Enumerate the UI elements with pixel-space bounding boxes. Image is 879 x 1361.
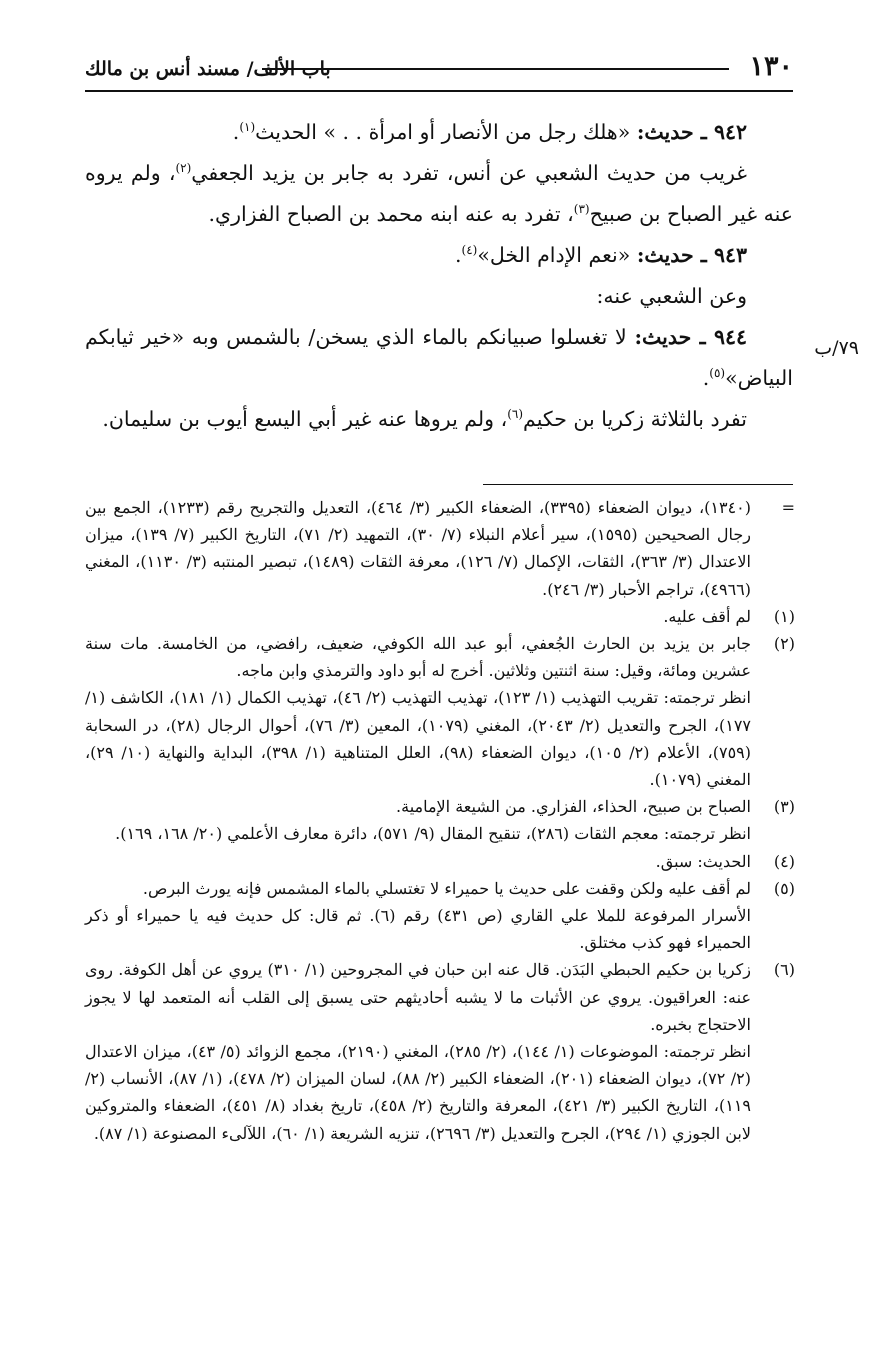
- hadith-942-end: .: [232, 120, 240, 144]
- footnote-text: زكريا بن حكيم الحبطي البَدَن. قال عنه ابن حبان في المجروحين (١/ ٣١٠) يروي عن أهل الكوفة. روى عنه: العراقيون. يروي عن الأثبات ما لا يشبه أحاديثهم حتى يسبق إلى القلب أنه المتعمد لها لا يجوز الاحتجاج بخبره.: [85, 960, 752, 1034]
- header-rule: [262, 68, 729, 70]
- footnote-text: انظر ترجمته: معجم الثقات (٢٨٦)، تنقيح المقال (٩/ ٥٧١)، دائرة معارف الأعلمي (٢٠/ ١٦٨، ١٦٩).: [115, 824, 751, 844]
- hadith-944-commentary: [85, 399, 793, 440]
- footnote-5: [85, 875, 795, 957]
- footnote-text: (١٣٤٠)، ديوان الضعفاء (٣٣٩٥)، الضعفاء الكبير (٣/ ٤٦٤)، التعديل والتجريح رقم (١٢٣٣)، الجمع بين رجال الصحيحين (١٥٩٥)، سير أعلام النبلاء (٧/ ٣٠)، التمهيد (٢/ ٧١)، التاريخ الكبير (٧/ ١٣٩)، ميزان الاعتدال (٣/ ٣٦٣)، الثقات، الإكمال (٧/ ١٢٦)، معرفة الثقات (١٤٨٩)، تبصير المنتبه (٣/ ١١٣٠)، المغني (٤٩٦٦)، تراجم الأحبار (٣/ ٢٤٦).: [85, 498, 752, 599]
- hadith-943-text: «نعم الإدام الخل»: [477, 243, 631, 267]
- hadith-942: [85, 112, 793, 153]
- hadith-942-text: «هلك رجل من الأنصار أو امرأة . . » الحديث: [255, 120, 631, 144]
- hadith-942-label: ٩٤٢ ـ حديث:: [636, 120, 747, 144]
- footnote-continuation: [85, 494, 795, 603]
- hadith-943-end: .: [454, 243, 462, 267]
- running-title: باب الألف/ مسند أنس بن مالك: [85, 58, 331, 80]
- footnote-3: [85, 793, 795, 847]
- footnote-1: [85, 603, 795, 630]
- footnote-separator: [483, 484, 793, 485]
- commentary-942-part-a: غريب من حديث الشعبي عن أنس، تفرد به جابر بن يزيد الجعفي: [191, 161, 747, 185]
- footnote-2: [85, 630, 795, 793]
- margin-folio-note: ٧٩/ب: [814, 337, 859, 359]
- footnote-mark: (١): [773, 606, 795, 626]
- footnote-text: انظر ترجمته: الموضوعات (١/ ١٤٤)، (٢/ ٢٨٥)، المغني (٢١٩٠)، مجمع الزوائد (٥/ ٤٣)، ميزان الاعتدال (٢/ ٧٢)، ديوان الضعفاء (٢٠١)، الضعفاء الكبير (٢/ ٨٨)، لسان الميزان (٢/ ٤٧٨)، (١/ ٨٧)، الأنساب (٢/ ١١٩)، التاريخ الكبير (٣/ ٤٢١)، المعرفة والتاريخ (٢/ ٤٥٨)، تاريخ بغداد (٨/ ٤٥١)، الضعفاء والمتروكين لابن الجوزي (١/ ٢٩٤)، الجرح والتعديل (٣/ ٢٦٩٦)، تنزيه الشريعة (١/ ٦٠)، اللآلىء المصنوعة (١/ ٨٧).: [85, 1042, 752, 1143]
- commentary-942-part-b: ، ولم يروه عنه غير الصباح بن صبيح: [85, 161, 793, 226]
- footnote-mark: (٦): [773, 960, 795, 980]
- sha3bi-line: وعن الشعبي عنه:: [596, 284, 747, 308]
- footnote-text: انظر ترجمته: تقريب التهذيب (١/ ١٢٣)، تهذيب التهذيب (٢/ ٤٦)، تهذيب الكمال (١/ ١٨١)، الكاشف (١/ ١٧٧)، الجرح والتعديل (٢/ ٢٠٤٣)، المغني (١٠٧٩)، المعين (٣/ ٧٦)، أحوال الرجال (٢٨)، در السحابة (٧٥٩)، الأعلام (٢/ ١٠٥)، ديوان الضعفاء (٩٨)، العلل المتناهية (١/ ٣٩٨)، البداية والنهاية (١٠/ ٢٩)، المغني (١٠٧٩).: [85, 688, 751, 790]
- footnote-mark: (٣): [773, 797, 795, 817]
- hadith-942-commentary: [85, 153, 793, 235]
- footnote-ref-2: (٢): [175, 161, 192, 176]
- footnote-text: الأسرار المرفوعة للملا علي القاري (ص ٤٣١) رقم (٦). ثم قال: كل حديث فيه يا حميراء أو ذكر الحميراء فهو كذب مختلق.: [85, 906, 751, 953]
- footnote-text: جابر بن يزيد بن الحارث الجُعفي، أبو عبد الله الكوفي، ضعيف، رافضي، من الخامسة. مات سنة عشرين ومائة، وقيل: سنة اثنتين وثلاثين. أخرج له أبو داود والترمذي وابن ماجه.: [85, 634, 751, 681]
- hadith-943-label: ٩٤٣ ـ حديث:: [636, 243, 747, 267]
- footnote-4: [85, 848, 795, 875]
- page-header: [85, 48, 793, 92]
- footnote-mark: (٢): [773, 634, 795, 654]
- footnote-ref-1: (١): [239, 120, 256, 135]
- footnote-ref-6: (٦): [507, 407, 524, 422]
- footnote-text: لم أقف عليه ولكن وقفت على حديث يا حميراء لا تغتسلي بالماء المشمس فإنه يورث البرص.: [142, 878, 751, 898]
- footnote-text: الصباح بن صبيح، الحذاء، الفزاري. من الشيعة الإمامية.: [396, 797, 751, 817]
- footnote-6: [85, 956, 795, 1146]
- page-number: ١٣٠: [749, 51, 793, 82]
- hadith-943: [85, 235, 793, 276]
- footnotes: [85, 494, 795, 1147]
- footnote-mark: (٤): [773, 851, 795, 871]
- footnote-text: لم أقف عليه.: [663, 606, 751, 626]
- footnote-text: الحديث: سبق.: [655, 851, 751, 871]
- hadith-944: [85, 317, 793, 399]
- hadith-944-end: .: [702, 366, 710, 390]
- footnote-ref-4: (٤): [461, 243, 478, 258]
- footnote-ref-5: (٥): [709, 366, 726, 381]
- footnote-ref-3: (٣): [573, 202, 590, 217]
- footnote-mark: (٥): [773, 878, 795, 898]
- main-text: [85, 112, 793, 440]
- hadith-944-label: ٩٤٤ ـ حديث:: [634, 325, 747, 349]
- footnote-mark: =: [781, 498, 795, 517]
- hadith-944-text: لا تغسلوا صبيانكم بالماء الذي يسخن/ بالشمس وبه «خير ثيابكم البياض»: [85, 325, 793, 390]
- commentary-944-part-b: ، ولم يروها عنه غير أبي اليسع أيوب بن سليمان.: [102, 407, 508, 431]
- commentary-942-part-c: ، تفرد به عنه ابنه محمد بن الصباح الفزاري.: [208, 202, 574, 226]
- commentary-944-part-a: تفرد بالثلاثة زكريا بن حكيم: [523, 407, 747, 431]
